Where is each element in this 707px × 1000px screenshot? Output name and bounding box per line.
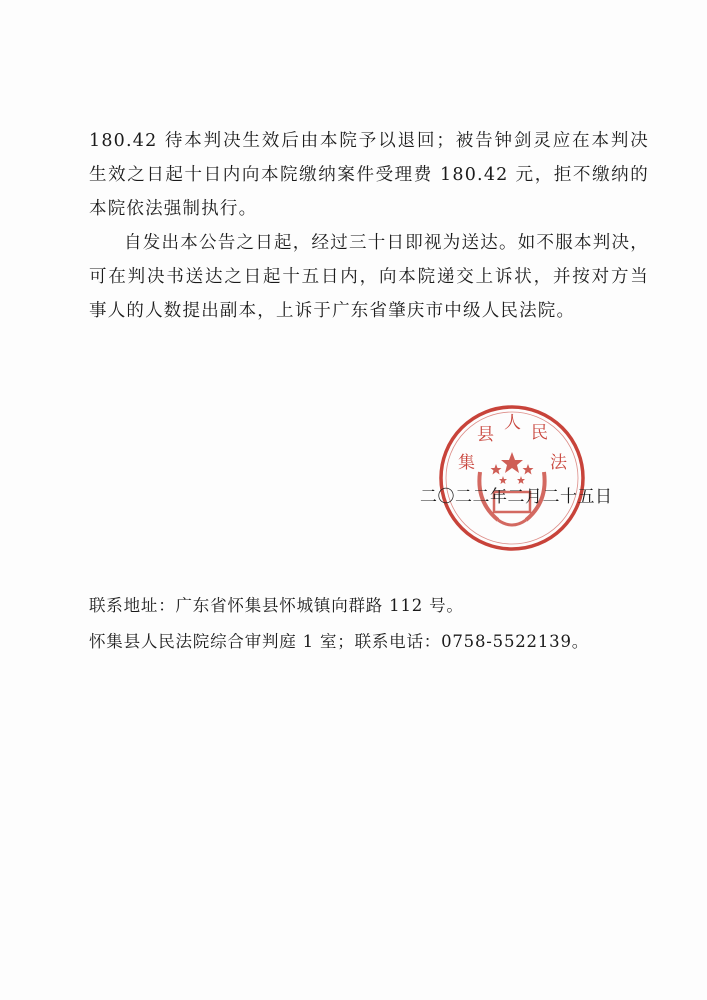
- judgment-body: [89, 124, 649, 328]
- paragraph-fee-refund: 180.42 待本判决生效后由本院予以退回；被告钟剑灵应在本判决生效之日起十日内向本院缴纳案件受理费 180.42 元，拒不缴纳的本院依法强制执行。: [89, 131, 649, 219]
- svg-text:集: 集: [458, 453, 475, 473]
- issue-date: 二〇二二年二月二十五日: [420, 487, 613, 507]
- svg-text:县: 县: [477, 425, 494, 445]
- court-seal-icon: [436, 402, 588, 554]
- svg-text:人: 人: [504, 413, 521, 433]
- paragraph-service-appeal: 自发出本公告之日起，经过三十日即视为送达。如不服本判决，可在判决书送达之日起十五日内，向本院递交上诉状，并按对方当事人的人数提出副本，上诉于广东省肇庆市中级人民法院。: [89, 233, 649, 321]
- svg-text:法: 法: [550, 453, 567, 473]
- contact-address: 联系地址：广东省怀集县怀城镇向群路 112 号。: [89, 596, 464, 615]
- contact-court-phone: 怀集县人民法院综合审判庭 1 室；联系电话：0758-5522139。: [89, 632, 590, 651]
- svg-text:民: 民: [531, 423, 548, 443]
